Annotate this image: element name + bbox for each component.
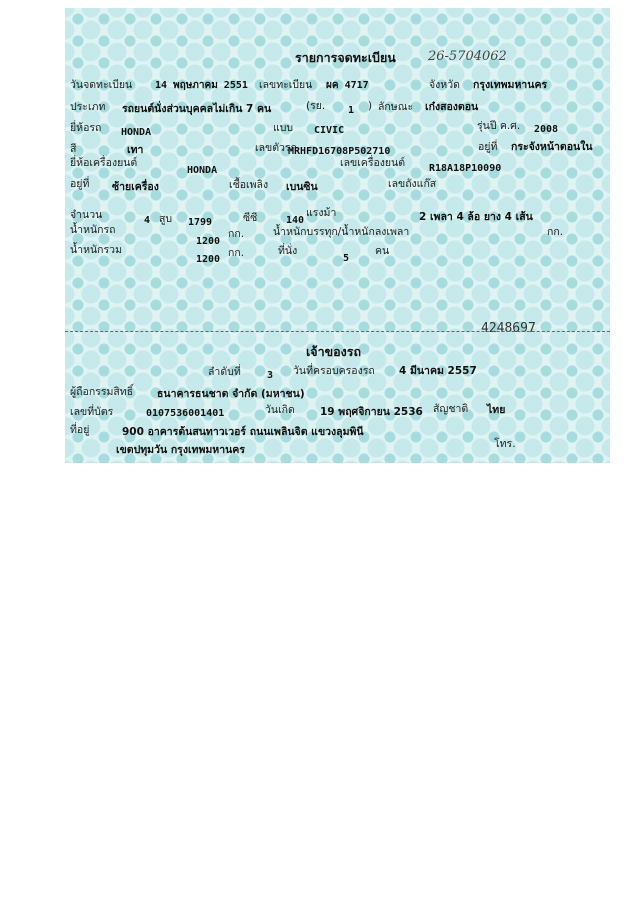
address-label: ที่อยู่ [70, 424, 90, 436]
cut-serial-number: 4248697 [481, 321, 536, 336]
handwritten-number: 26-5704062 [428, 49, 507, 64]
fuel: เบนซิน [286, 181, 318, 193]
section-separator [65, 331, 610, 332]
engine-location: ซ้ายเครื่อง [112, 181, 159, 193]
cc-unit: ซีซี [243, 212, 258, 224]
cc: 1799 [188, 217, 213, 228]
model: CIVIC [314, 125, 345, 136]
rs-value: 1 [348, 105, 355, 116]
brand: HONDA [121, 127, 152, 138]
address: 900 อาคารต้นสนทาวเวอร์ ถนนเพลินจิต แขวงลุมพินี [122, 426, 364, 438]
rs-close: ) [368, 100, 373, 112]
phone-label: โทร. [494, 438, 516, 450]
weight: 1200 [196, 236, 221, 247]
horsepower: 140 [286, 215, 305, 226]
reg-no-label: เลขทะเบียน [259, 79, 313, 91]
brand-label: ยี่ห้อรถ [70, 122, 102, 134]
kg-unit-1: กก. [228, 228, 245, 240]
vehicle-style: เก๋งสองตอน [425, 101, 479, 113]
birth-date: 19 พฤศจิกายน 2536 [320, 406, 423, 418]
weight-label: น้ำหนักรถ [70, 224, 116, 236]
order: 3 [267, 370, 274, 381]
seats-unit: คน [375, 245, 390, 257]
birth-label: วันเกิด [265, 404, 295, 416]
chassis-location: กระจังหน้าตอนใน [511, 141, 593, 153]
engine-brand: HONDA [187, 165, 218, 176]
chassis-label: เลขตัวรถ [255, 142, 297, 154]
kg-unit-2: กก. [547, 226, 564, 238]
possession-date-label: วันที่ครอบครองรถ [293, 365, 375, 377]
owner-label: ผู้ถือกรรมสิทธิ์ [70, 386, 134, 398]
reg-date-label: วันจดทะเบียน [70, 79, 133, 91]
engine-no: R18A18P10090 [429, 163, 502, 174]
style-label: ลักษณะ [378, 101, 414, 113]
reg-date: 14 พฤษภาคม 2551 [155, 80, 248, 91]
kg-unit-3: กก. [228, 247, 245, 259]
type-label: ประเภท [70, 101, 106, 113]
axle-wheel-tire: 2 เพลา 4 ล้อ ยาง 4 เส้น [419, 211, 533, 223]
nationality-label: สัญชาติ [433, 403, 469, 415]
address-line-2: เขตปทุมวัน กรุงเทพมหานคร [116, 444, 245, 456]
nationality: ไทย [487, 404, 506, 416]
load-label: น้ำหนักบรรทุก/น้ำหนักลงเพลา [273, 226, 410, 238]
order-label: ลำดับที่ [208, 366, 241, 378]
year-label: รุ่นปี ค.ศ. [477, 120, 521, 132]
chassis-no: MRHFD16708P502710 [288, 146, 391, 157]
engine-brand-label: ยี่ห้อเครื่องยนต์ [70, 157, 138, 169]
vehicle-type: รถยนต์นั่งส่วนบุคคลไม่เกิน 7 คน [122, 103, 272, 115]
owner-heading: เจ้าของรถ [306, 344, 362, 359]
color-label: สี [70, 143, 77, 155]
cylinder-label: จำนวน [70, 209, 103, 221]
seats-label: ที่นั่ง [278, 245, 298, 257]
seats: 5 [343, 253, 350, 264]
card-label: เลขที่บัตร [70, 406, 114, 418]
color: เทา [127, 144, 144, 156]
engine-no-label: เลขเครื่องยนต์ [340, 157, 406, 169]
reg-no: ผค 4717 [326, 80, 369, 91]
cylinders: 4 [144, 215, 151, 226]
location-label-2: อยู่ที่ [70, 178, 90, 190]
gross-weight-label: น้ำหนักรวม [70, 244, 122, 256]
rs-label: (รย. [306, 100, 326, 112]
province: กรุงเทพมหานคร [473, 79, 548, 91]
owner-name: ธนาคารธนชาต จำกัด (มหาชน) [157, 388, 305, 400]
registration-heading: รายการจดทะเบียน [295, 50, 396, 65]
cylinder-unit: สูบ [159, 213, 173, 225]
gross-weight: 1200 [196, 254, 221, 265]
hp-unit: แรงม้า [306, 207, 337, 219]
location-label-1: อยู่ที่ [478, 141, 498, 153]
province-label: จังหวัด [429, 79, 460, 91]
fuel-label: เชื้อเพลิง [229, 179, 269, 191]
gas-tank-label: เลขถังแก๊ส [388, 178, 437, 190]
model-label: แบบ [273, 122, 294, 134]
card-no: 0107536001401 [146, 408, 225, 419]
year: 2008 [534, 124, 559, 135]
possession-date: 4 มีนาคม 2557 [399, 365, 477, 377]
